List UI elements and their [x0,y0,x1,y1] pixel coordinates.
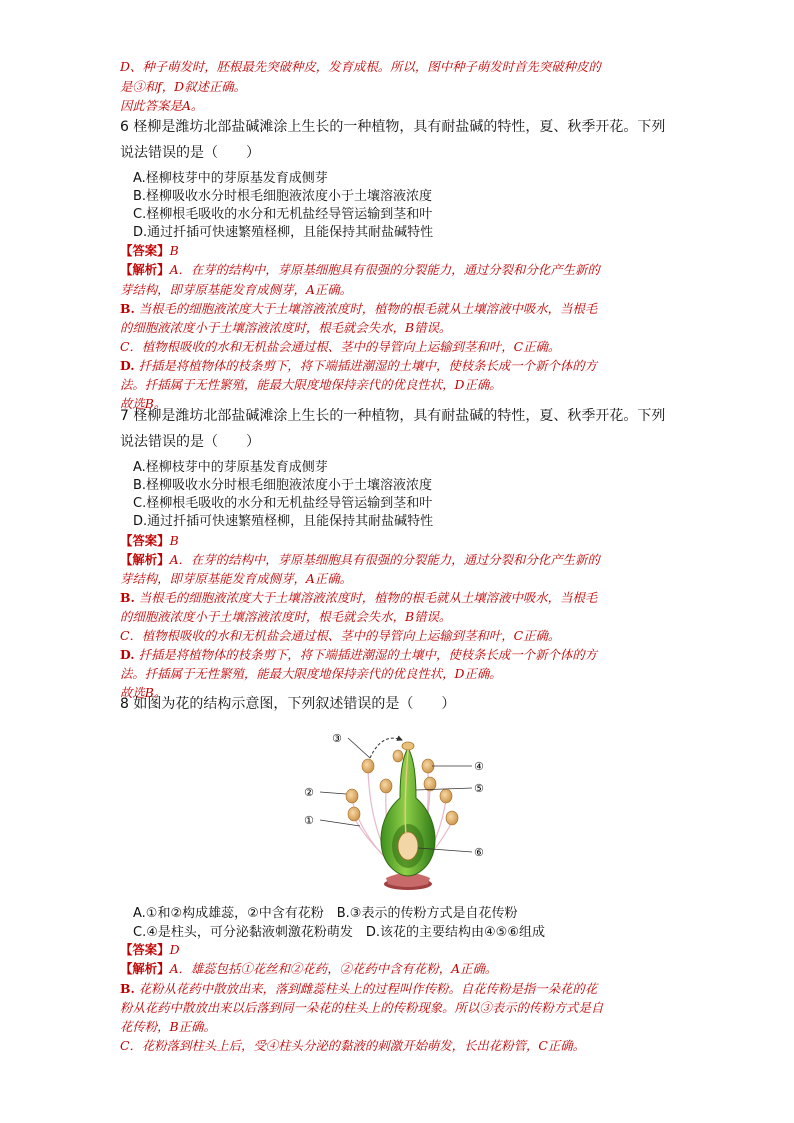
q7-option-c: C.柽柳根毛吸收的水分和无机盐经导管运输到茎和叶 [133,496,433,511]
q8-options-ab: A.①和②构成雄蕊，②中含有花粉 B.③表示的传粉方式是自花传粉 [133,906,518,921]
q6-exp-6-text: 扦插是将植物体的枝条剪下，将下端插进潮湿的土壤中，使枝条长成一个新个体的方 [134,358,598,373]
q7-exp-4: 的细胞液浓度小于土壤溶液浓度时，根毛就会失水，B错误。 [120,609,452,624]
q6-exp-label: 【解析】 [120,262,170,277]
q7-stem-2: 说法错误的是（ ） [120,434,260,450]
q6-exp-4: 的细胞液浓度小于土壤溶液浓度时，根毛就会失水，B错误。 [120,320,452,335]
q7-exp-5: C．植物根吸收的水和无机盐会通过根、茎中的导管向上运输到茎和叶，C正确。 [120,628,561,643]
q6-option-c: C.柽柳根毛吸收的水分和无机盐经导管运输到茎和叶 [133,207,433,222]
q8-exp-3: 粉从花药中散放出来以后落到同一朵花的柱头上的传粉现象。所以③表示的传粉方式是自 [120,1000,604,1015]
label-line-2 [320,792,346,794]
anther [424,777,436,791]
q6-exp-6 [120,359,597,374]
q6-option-a: A.柽柳枝芽中的芽原基发育成侧芽 [133,171,328,186]
q8-exp-1-text: A．雄蕊包括①花丝和②花药，②花药中含有花粉，A正确。 [169,961,498,976]
q8-exp-4: 花传粉，B正确。 [120,1019,216,1034]
q7-exp-1-text: A．在芽的结构中，芽原基细胞具有很强的分裂能力，通过分裂和分化产生新的 [169,552,600,567]
label-5: ⑤ [474,782,484,795]
q8-answer-value: D [169,942,180,957]
q6-exp-3-text: 当根毛的细胞液浓度大于土壤溶液浓度时，植物的根毛就从土壤溶液中吸水，当根毛 [134,301,598,316]
q8-answer [120,943,180,958]
flower-structure-diagram [290,718,510,898]
q6-exp-2: 芽结构，即芽原基能发育成侧芽，A正确。 [120,282,352,297]
anther [362,759,374,773]
q7-option-d: D.通过扦插可快速繁殖柽柳，且能保持其耐盐碱特性 [133,514,434,529]
q7-answer-value: B [169,533,179,548]
q6-option-b: B.柽柳吸收水分时根毛细胞液浓度小于土壤溶液浓度 [133,189,433,204]
q7-answer-label: 【答案】 [120,533,170,548]
q7-answer [120,534,179,549]
q7-exp-3-text: 当根毛的细胞液浓度大于土壤溶液浓度时，植物的根毛就从土壤溶液中吸水，当根毛 [134,590,598,605]
anther [440,789,452,803]
q6-exp-7: 法。扦插属于无性繁殖，能最大限度地保持亲代的优良性状，D正确。 [120,377,502,392]
q7-exp-label: 【解析】 [120,552,170,567]
q6-stem-1: 6 柽柳是潍坊北部盐碱滩涂上生长的一种植物，具有耐盐碱的特性，夏、秋季开花。下列 [120,119,666,135]
q7-exp-3 [120,591,597,606]
q7-exp-7: 法。扦插属于无性繁殖，能最大限度地保持亲代的优良性状，D正确。 [120,666,502,681]
top-line-2: 是③和f，D叙述正确。 [120,79,247,94]
label-4: ④ [474,760,484,773]
stigma [402,742,414,750]
label-2: ② [304,786,314,799]
q8-exp-2-text: 花粉从花药中散放出来，落到雌蕊柱头上的过程叫作传粉。自花传粉是指一朵花的花 [134,981,598,996]
q8-answer-label: 【答案】 [120,942,170,957]
q8-exp-2-marker: B. [120,981,135,996]
q6-answer-value: B [169,243,179,258]
q6-stem-2: 说法错误的是（ ） [120,145,260,161]
q8-exp-5: C．花粉落到柱头上后，受④柱头分泌的黏液的刺激开始萌发，长出花粉管，C正确。 [120,1038,586,1053]
q6-answer [120,244,179,259]
top-line-3: 因此答案是A。 [120,98,204,113]
q7-exp-3-marker: B. [120,590,135,605]
label-line-3 [348,738,370,758]
q8-options-cd: C.④是柱头，可分泌黏液刺激花粉萌发 D.该花的主要结构由④⑤⑥组成 [133,925,545,940]
anther [393,750,403,762]
q7-exp-8: 故选B。 [120,685,167,700]
q7-exp-6 [120,648,597,663]
q6-exp-1 [120,263,600,278]
q8-exp-label: 【解析】 [120,961,170,976]
q7-exp-6-text: 扦插是将植物体的枝条剪下，将下端插进潮湿的土壤中，使枝条长成一个新个体的方 [134,647,598,662]
q7-option-b: B.柽柳吸收水分时根毛细胞液浓度小于土壤溶液浓度 [133,478,433,493]
q7-exp-1 [120,553,600,568]
q6-option-d: D.通过扦插可快速繁殖柽柳，且能保持其耐盐碱特性 [133,225,434,240]
q6-answer-label: 【答案】 [120,243,170,258]
q8-exp-2 [120,982,597,997]
anther [348,807,360,821]
label-6: ⑥ [474,846,484,859]
anther [380,779,392,793]
top-line-1: D、种子萌发时，胚根最先突破种皮，发育成根。所以，图中种子萌发时首先突破种皮的 [120,59,601,74]
anther [446,811,458,825]
ovule [398,832,418,860]
q6-exp-3 [120,302,597,317]
anther [346,789,358,803]
q6-exp-8: 故选B。 [120,396,167,411]
label-1: ① [304,814,314,827]
q7-exp-2: 芽结构，即芽原基能发育成侧芽，A正确。 [120,571,352,586]
q6-exp-5: C．植物根吸收的水和无机盐会通过根、茎中的导管向上运输到茎和叶，C正确。 [120,339,561,354]
q6-exp-6-marker: D. [120,358,135,373]
q6-exp-1-text: A．在芽的结构中，芽原基细胞具有很强的分裂能力，通过分裂和分化产生新的 [169,262,600,277]
label-3: ③ [332,732,342,745]
q7-stem-1: 7 柽柳是潍坊北部盐碱滩涂上生长的一种植物，具有耐盐碱的特性，夏、秋季开花。下列 [120,408,666,424]
q6-exp-3-marker: B. [120,301,135,316]
q8-exp-1 [120,962,497,977]
q7-exp-6-marker: D. [120,647,135,662]
q7-option-a: A.柽柳枝芽中的芽原基发育成侧芽 [133,460,328,475]
q8-stem: 8 如图为花的结构示意图，下列叙述错误的是（ ） [120,696,456,712]
